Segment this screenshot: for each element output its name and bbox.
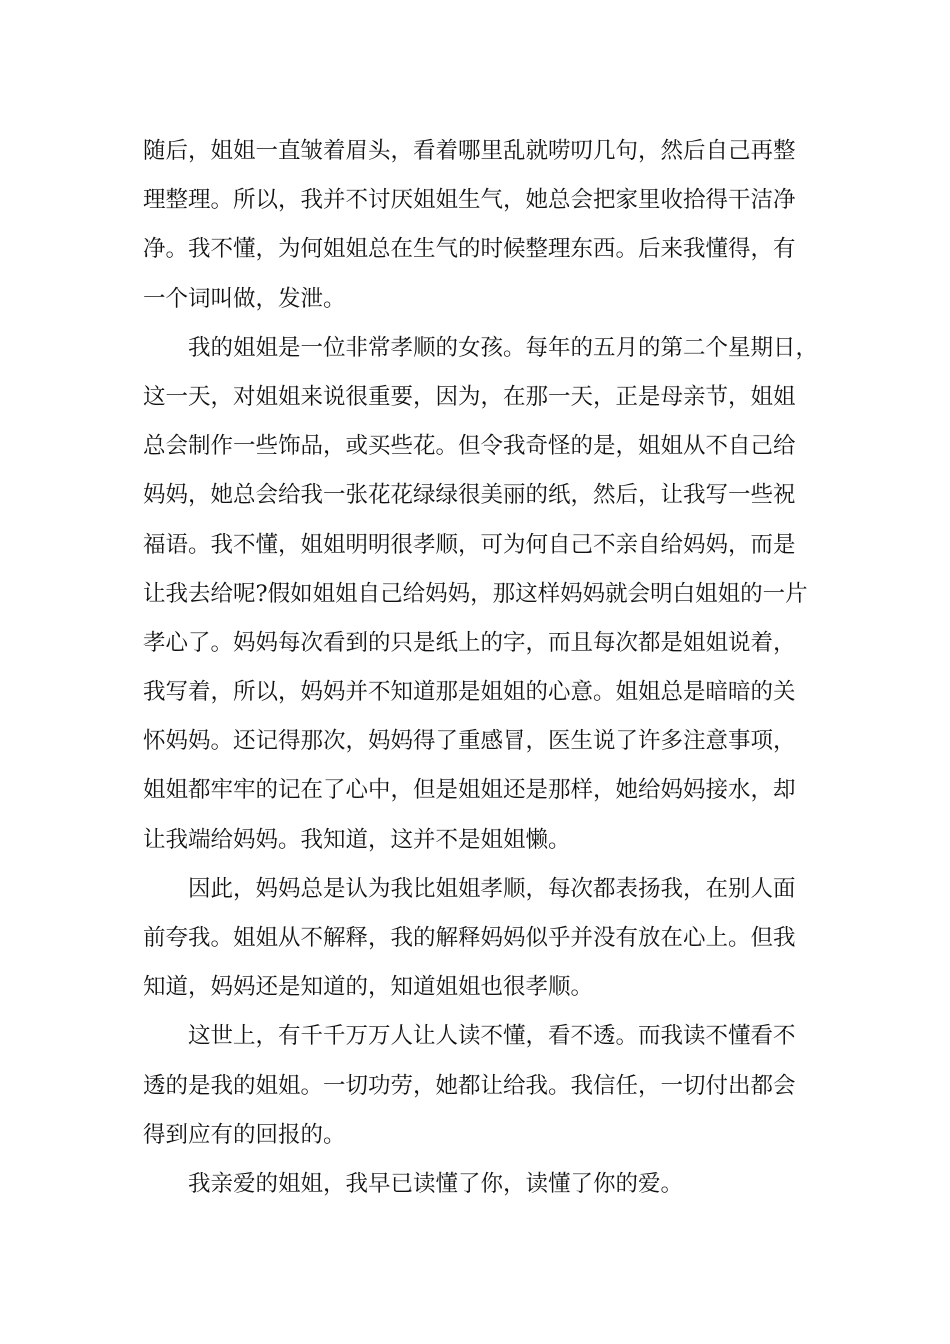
text-line: 我亲爱的姐姐，我早已读懂了你，读懂了你的爱。 (188, 1170, 684, 1197)
text-line: 得到应有的回报的。 (143, 1121, 346, 1148)
text-line: 这一天，对姐姐来说很重要，因为，在那一天，正是母亲节，姐姐 (143, 383, 796, 410)
text-line: 前夸我。姐姐从不解释，我的解释妈妈似乎并没有放在心上。但我 (143, 925, 796, 951)
text-line: 我写着，所以，妈妈并不知道那是姐姐的心意。姐姐总是暗暗的关 (143, 679, 796, 706)
text-line: 知道，妈妈还是知道的，知道姐姐也很孝顺。 (143, 974, 594, 1001)
text-line: 福语。我不懂，姐姐明明很孝顺，可为何自己不亲自给妈妈，而是 (143, 531, 796, 558)
text-line: 我的姐姐是一位非常孝顺的女孩。每年的五月的第二个星期日， (188, 334, 819, 361)
document-body (143, 127, 819, 1209)
text-line: 因此，妈妈总是认为我比姐姐孝顺，每次都表扬我，在别人面 (188, 875, 796, 902)
text-line: 妈妈，她总会给我一张花花绿绿很美丽的纸，然后，让我写一些祝 (143, 482, 796, 509)
text-line: 理整理。所以，我并不讨厌姐姐生气，她总会把家里收拾得干洁净 (143, 187, 796, 214)
text-line: 净。我不懂，为何姐姐总在生气的时候整理东西。后来我懂得，有 (143, 236, 796, 263)
text-line: 让我端给妈妈。我知道，这并不是姐姐懒。 (143, 826, 571, 853)
text-line: 随后，姐姐一直皱着眉头，看着哪里乱就唠叨几句，然后自己再整 (143, 138, 796, 164)
text-line: 总会制作一些饰品，或买些花。但令我奇怪的是，姐姐从不自己给 (143, 433, 796, 460)
text-line: 让我去给呢?假如姐姐自己给妈妈，那这样妈妈就会明白姐姐的一片 (143, 580, 808, 607)
text-line: 孝心了。妈妈每次看到的只是纸上的字，而且每次都是姐姐说着， (143, 629, 796, 656)
text-line: 怀妈妈。还记得那次，妈妈得了重感冒，医生说了许多注意事项， (143, 728, 796, 755)
text-line: 姐姐都牢牢的记在了心中，但是姐姐还是那样，她给妈妈接水，却 (143, 777, 796, 804)
text-line: 一个词叫做，发泄。 (143, 285, 346, 312)
text-line: 透的是我的姐姐。一切功劳，她都让给我。我信任，一切付出都会 (143, 1072, 796, 1099)
text-line: 这世上，有千千万万人让人读不懂，看不透。而我读不懂看不 (188, 1023, 796, 1050)
